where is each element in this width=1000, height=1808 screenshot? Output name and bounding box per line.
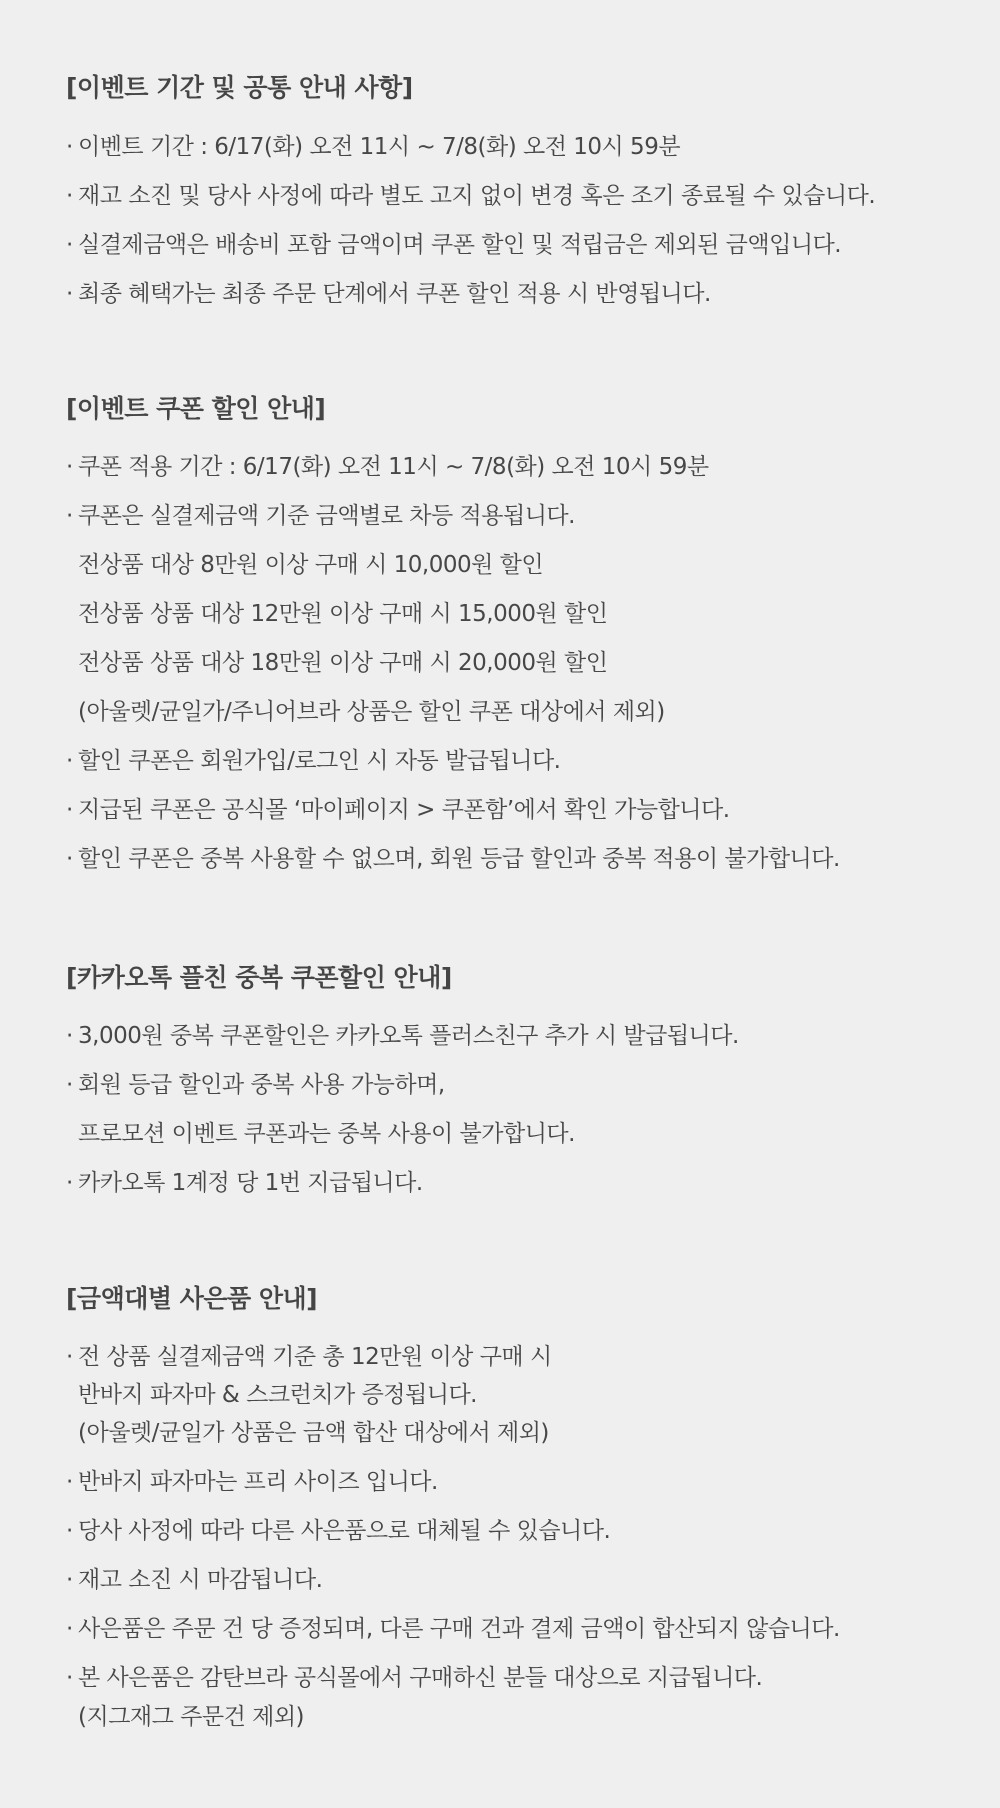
section-title: [이벤트 기간 및 공통 안내 사항]: [66, 73, 413, 102]
bullet: ·: [66, 232, 73, 258]
list-item-text: 카카오톡 1계정 당 1번 지급됩니다.: [78, 1170, 423, 1196]
list-item: [66, 229, 841, 261]
bullet: ·: [66, 454, 73, 480]
list-item-sub: [66, 1417, 549, 1449]
bullet: ·: [66, 183, 73, 209]
list-item: [66, 745, 560, 777]
list-item-text: 프로모션 이벤트 쿠폰과는 중복 사용이 불가합니다.: [78, 1121, 575, 1147]
list-item: [66, 1613, 840, 1645]
list-item-text: 전상품 대상 8만원 이상 구매 시 10,000원 할인: [78, 552, 544, 578]
list-item-text: 지급된 쿠폰은 공식몰 ‘마이페이지 > 쿠폰함’에서 확인 가능합니다.: [78, 797, 730, 823]
section-title: [금액대별 사은품 안내]: [66, 1284, 318, 1313]
list-item-text: 쿠폰 적용 기간 : 6/17(화) 오전 11시 ~ 7/8(화) 오전 10시 59분: [78, 454, 709, 480]
section-event-period: [66, 72, 960, 307]
section-title: [카카오톡 플친 중복 쿠폰할인 안내]: [66, 963, 452, 992]
list-item-text: 반바지 파자마 & 스크런치가 증정됩니다.: [78, 1382, 477, 1408]
list-item-text: 회원 등급 할인과 중복 사용 가능하며,: [78, 1072, 445, 1098]
list-item-text: 재고 소진 시 마감됩니다.: [78, 1567, 323, 1593]
list-item-text: 이벤트 기간 : 6/17(화) 오전 11시 ~ 7/8(화) 오전 10시 59분: [78, 134, 681, 160]
list-item: [66, 1466, 438, 1498]
list-item-sub: [66, 549, 543, 581]
list-item-sub: [66, 1118, 575, 1150]
list-item: [66, 1069, 445, 1101]
list-item-text: (아울렛/균일가/주니어브라 상품은 할인 쿠폰 대상에서 제외): [78, 699, 665, 725]
list-item: [66, 131, 680, 163]
bullet: ·: [66, 1170, 73, 1196]
list-item: [66, 451, 709, 483]
list-item: [66, 794, 730, 826]
list-item-text: 재고 소진 및 당사 사정에 따라 별도 고지 없이 변경 혹은 조기 종료될 수 있습니다.: [78, 183, 876, 209]
list-item-text: 사은품은 주문 건 당 증정되며, 다른 구매 건과 결제 금액이 합산되지 않습니다.: [78, 1616, 840, 1642]
bullet: ·: [66, 1023, 73, 1049]
bullet: ·: [66, 1567, 73, 1593]
list-item: [66, 500, 575, 532]
bullet: ·: [66, 1469, 73, 1495]
bullet: ·: [66, 748, 73, 774]
section-event-coupon: [66, 393, 960, 872]
list-item: [66, 1167, 423, 1199]
bullet: ·: [66, 1072, 73, 1098]
list-item-text: 전상품 상품 대상 12만원 이상 구매 시 15,000원 할인: [78, 601, 608, 627]
list-item: [66, 1662, 762, 1694]
list-item-text: 할인 쿠폰은 중복 사용할 수 없으며, 회원 등급 할인과 중복 적용이 불가합니다.: [78, 846, 840, 872]
section-title: [이벤트 쿠폰 할인 안내]: [66, 394, 326, 423]
bullet: ·: [66, 134, 73, 160]
list-item: [66, 1020, 739, 1052]
list-item-sub: [66, 647, 607, 679]
list-item: [66, 1515, 610, 1547]
list-item-text: 본 사은품은 감탄브라 공식몰에서 구매하신 분들 대상으로 지급됩니다.: [78, 1665, 763, 1691]
bullet: ·: [66, 281, 73, 307]
list-item-text: 당사 사정에 따라 다른 사은품으로 대체될 수 있습니다.: [78, 1518, 611, 1544]
list-item-sub: [66, 696, 665, 728]
list-item: [66, 1341, 552, 1373]
list-item-sub: [66, 1701, 304, 1733]
bullet: ·: [66, 846, 73, 872]
bullet: ·: [66, 1665, 73, 1691]
list-item: [66, 1564, 322, 1596]
list-item-text: (아울렛/균일가 상품은 금액 합산 대상에서 제외): [78, 1420, 549, 1446]
list-item-text: 전상품 상품 대상 18만원 이상 구매 시 20,000원 할인: [78, 650, 608, 676]
list-item-sub: [66, 598, 607, 630]
list-item-text: 반바지 파자마는 프리 사이즈 입니다.: [78, 1469, 438, 1495]
section-kakao-coupon: [66, 962, 960, 1196]
list-item-text: 최종 혜택가는 최종 주문 단계에서 쿠폰 할인 적용 시 반영됩니다.: [78, 281, 711, 307]
list-item: [66, 180, 875, 212]
section-gift: [66, 1283, 960, 1730]
bullet: ·: [66, 1344, 73, 1370]
bullet: ·: [66, 1518, 73, 1544]
list-item-text: 3,000원 중복 쿠폰할인은 카카오톡 플러스친구 추가 시 발급됩니다.: [78, 1023, 739, 1049]
list-item-text: 실결제금액은 배송비 포함 금액이며 쿠폰 할인 및 적립금은 제외된 금액입니다.: [78, 232, 842, 258]
list-item-text: (지그재그 주문건 제외): [78, 1704, 305, 1730]
list-item-text: 쿠폰은 실결제금액 기준 금액별로 차등 적용됩니다.: [78, 503, 575, 529]
list-item-text: 전 상품 실결제금액 기준 총 12만원 이상 구매 시: [78, 1344, 552, 1370]
list-item: [66, 843, 840, 875]
bullet: ·: [66, 797, 73, 823]
list-item: [66, 278, 711, 310]
list-item-text: 할인 쿠폰은 회원가입/로그인 시 자동 발급됩니다.: [78, 748, 561, 774]
list-item-sub: [66, 1379, 477, 1411]
bullet: ·: [66, 503, 73, 529]
bullet: ·: [66, 1616, 73, 1642]
